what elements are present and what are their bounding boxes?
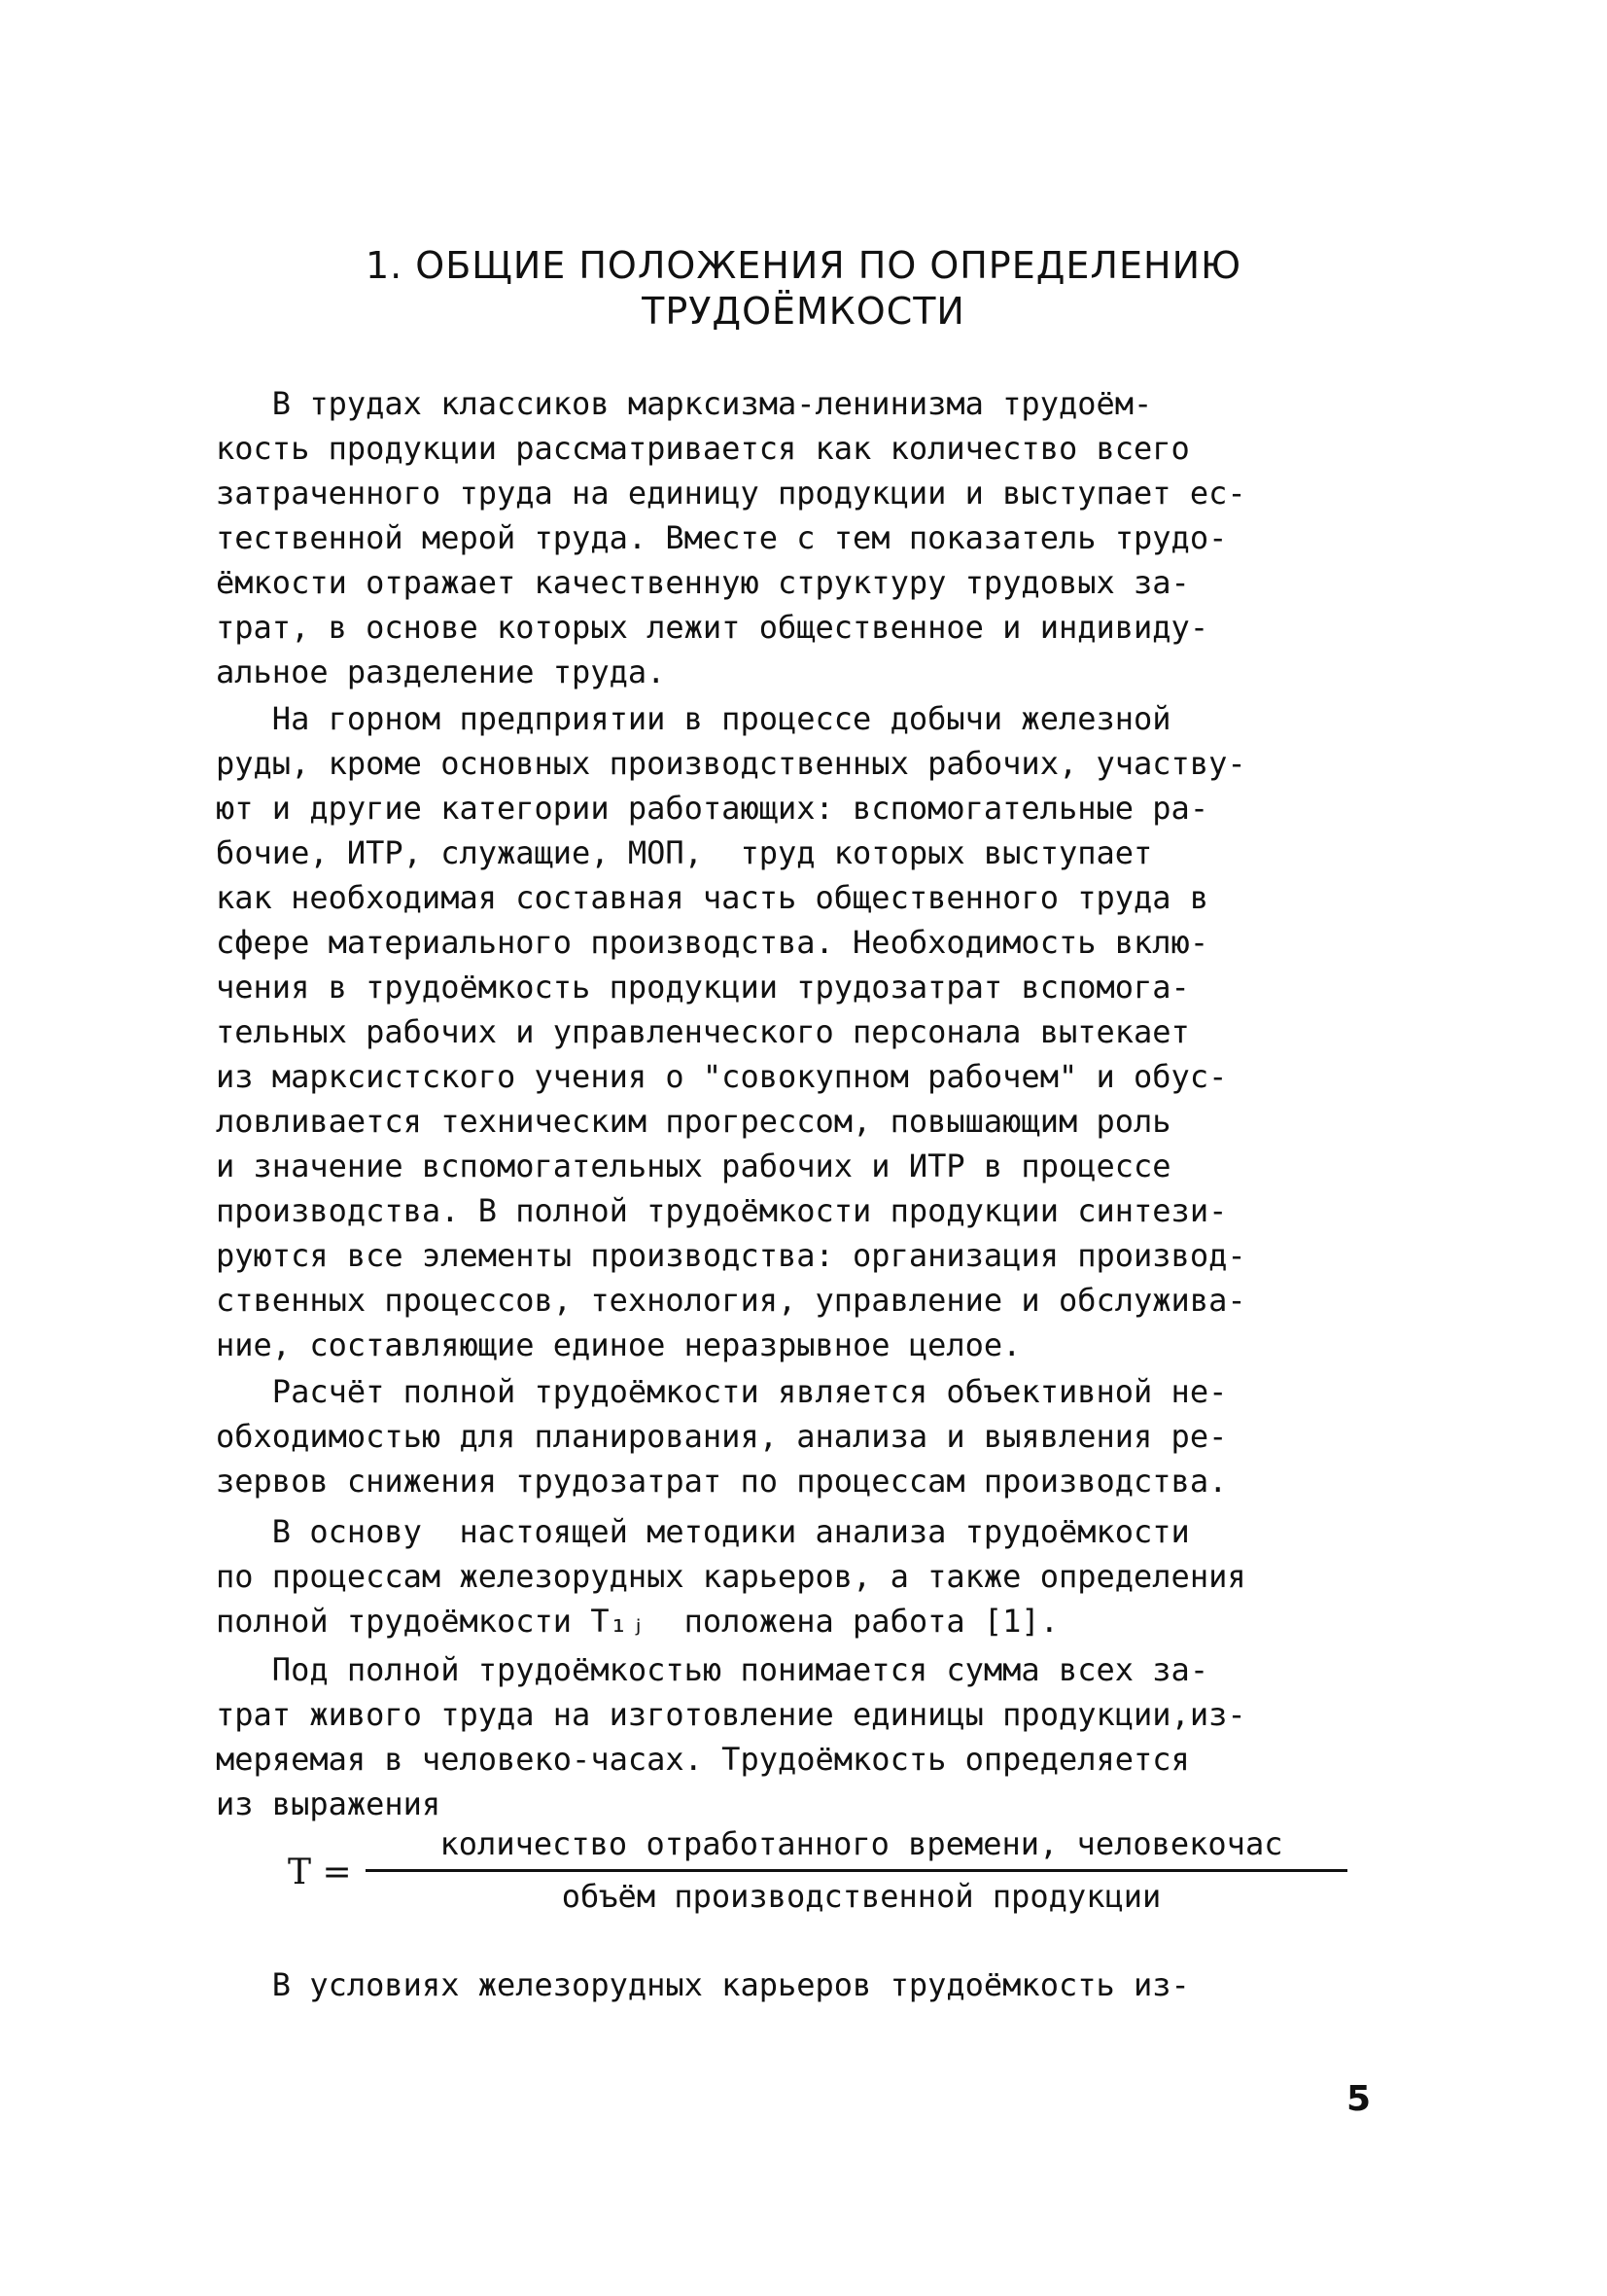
text-line: ние, составляющие единое неразрывное целое. bbox=[216, 1326, 1022, 1363]
text-line: сфере материального производства. Необходимость вклю- bbox=[216, 924, 1209, 961]
text-line: производства. В полной трудоёмкости продукции синтези- bbox=[216, 1192, 1228, 1229]
text-line: Под полной трудоёмкостью понимается сумма всех за- bbox=[216, 1651, 1209, 1688]
formula-denominator: объём производственной продукции bbox=[561, 1878, 1162, 1915]
text-line: альное разделение труда. bbox=[216, 653, 666, 690]
text-line: зервов снижения трудозатрат по процессам производства. bbox=[216, 1463, 1228, 1500]
text-line: затраченного труда на единицу продукции и выступает ес- bbox=[216, 475, 1246, 512]
text-line: ловливается техническим прогрессом, повышающим роль bbox=[216, 1103, 1171, 1140]
text-line: тественной мерой труда. Вместе с тем показатель трудо- bbox=[216, 519, 1228, 556]
text-line: бочие, ИТР, служащие, МОП, труд которых выступает bbox=[216, 834, 1153, 871]
text-line: ют и другие категории работающих: вспомогательные ра- bbox=[216, 790, 1209, 827]
text-line: ёмкости отражает качественную структуру трудовых за- bbox=[216, 564, 1190, 601]
text-line: обходимостью для планирования, анализа и выявления ре- bbox=[216, 1418, 1228, 1455]
text-line: полной трудоёмкости T₁ⱼ положена работа [1]. bbox=[216, 1603, 1059, 1640]
text-line: и значение вспомогательных рабочих и ИТР в процессе bbox=[216, 1148, 1171, 1184]
text-line: чения в трудоёмкость продукции трудозатрат вспомога- bbox=[216, 969, 1190, 1006]
text-line: трат живого труда на изготовление единицы продукции,из- bbox=[216, 1696, 1246, 1733]
text-line: На горном предприятии в процессе добычи железной bbox=[216, 700, 1171, 737]
formula-numerator: количество отработанного времени, человекочас bbox=[439, 1825, 1283, 1862]
labor-intensity-formula bbox=[288, 1823, 1357, 1930]
text-line: кость продукции рассматривается как количество всего bbox=[216, 430, 1190, 467]
section-title-line-2: ТРУДОЁМКОСТИ bbox=[642, 290, 965, 333]
closing-text-line: В условиях железорудных карьеров трудоёмкость из- bbox=[216, 1966, 1190, 2003]
formula-lhs: T = bbox=[288, 1853, 352, 1892]
text-line: ственных процессов, технология, управление и обслужива- bbox=[216, 1282, 1246, 1319]
text-line: по процессам железорудных карьеров, а также определения bbox=[216, 1558, 1246, 1595]
text-line: из марксистского учения о "совокупном рабочем" и обус- bbox=[216, 1058, 1228, 1095]
text-line: из выражения bbox=[216, 1785, 441, 1822]
text-line: руды, кроме основных производственных рабочих, участву- bbox=[216, 745, 1246, 782]
text-line: руются все элементы производства: организация производ- bbox=[216, 1237, 1246, 1274]
text-line: как необходимая составная часть общественного труда в bbox=[216, 879, 1209, 916]
fraction-bar bbox=[366, 1869, 1347, 1872]
text-line: В трудах классиков марксизма-ленинизма трудоём- bbox=[216, 385, 1153, 422]
text-line: Расчёт полной трудоёмкости является объективной не- bbox=[216, 1373, 1228, 1410]
text-line: меряемая в человеко-часах. Трудоёмкость определяется bbox=[216, 1741, 1190, 1778]
section-title-line-1: 1. ОБЩИЕ ПОЛОЖЕНИЯ ПО ОПРЕДЕЛЕНИЮ bbox=[365, 244, 1242, 287]
page-number: 5 bbox=[1346, 2079, 1372, 2119]
text-line: тельных рабочих и управленческого персонала вытекает bbox=[216, 1013, 1190, 1050]
text-line: трат, в основе которых лежит общественное и индивиду- bbox=[216, 609, 1209, 646]
text-line: В основу настоящей методики анализа трудоёмкости bbox=[216, 1513, 1190, 1550]
